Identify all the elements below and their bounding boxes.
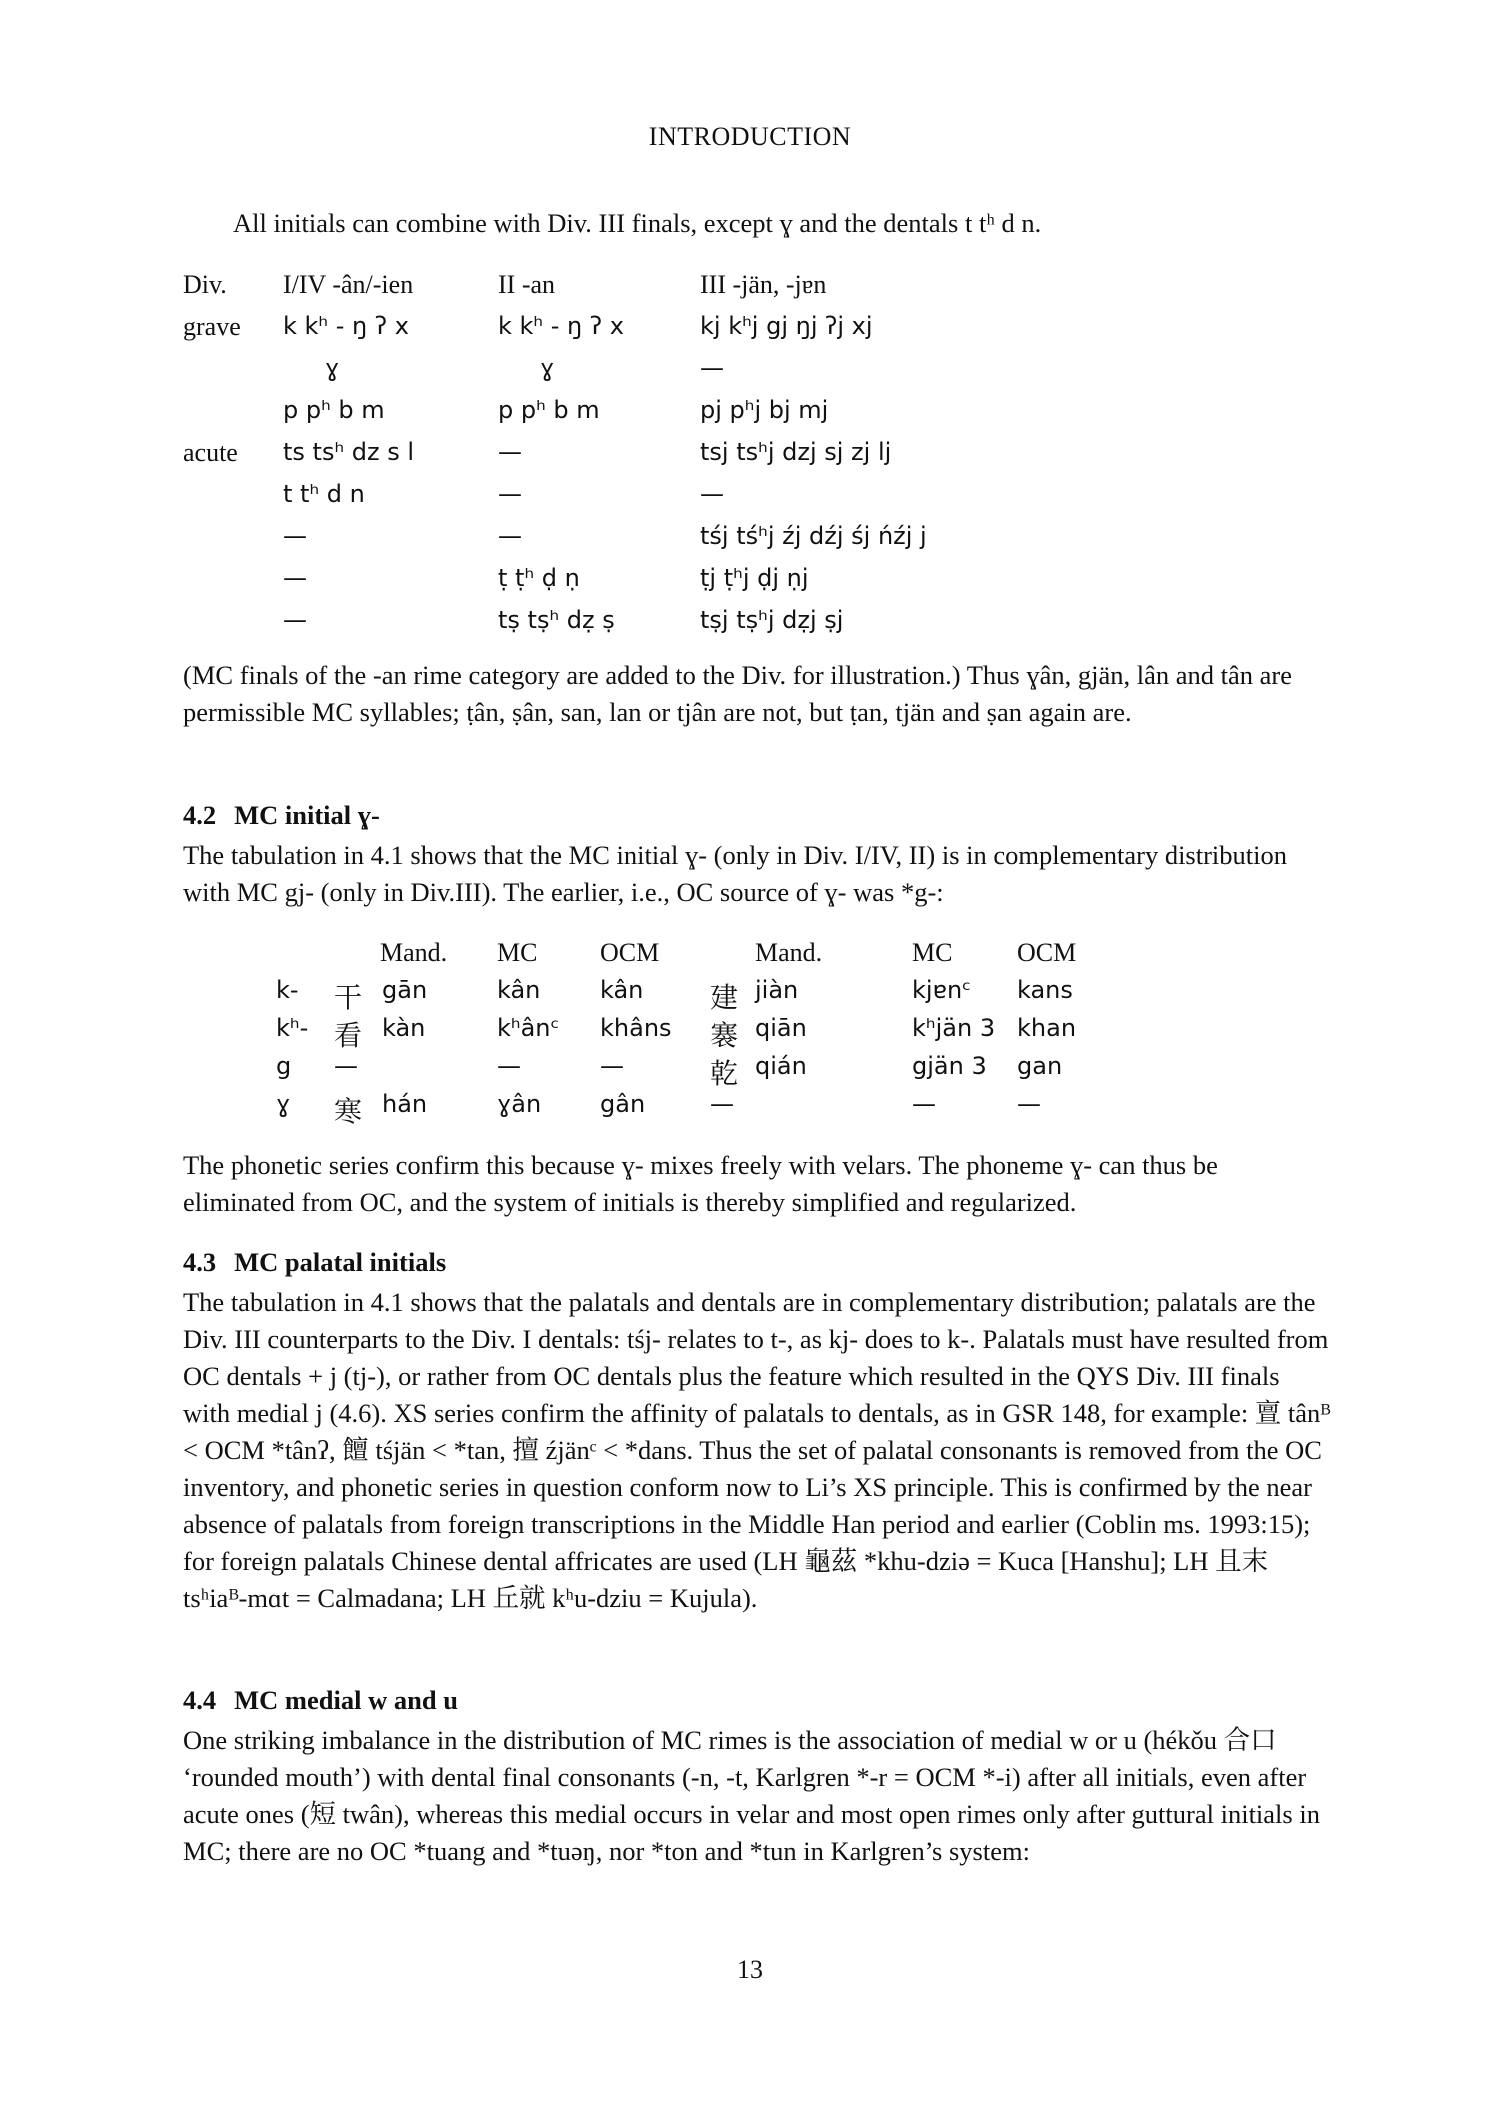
section-4-3-body: The tabulation in 4.1 shows that the palatals and dentals are in complementary distribution; palatals are the Div. III counterparts to the Div. I dentals: tśj- relates to t-, as kj- does to k-. Palatals must have resulted from OC dentals + j (tj-), or rather from OC dentals plus the feature which resulted in the QYS Div. III finals with medial j (4.6). XS series confirm the affinity of palatals to dentals, as in GSR 148, for example: 亶 tânᴮ < OCM *tânʔ, 饘 tśjän < *tan, 擅 źjänᶜ < *dans. Thus the set of palatal consonants is removed from the OC inventory, and phonetic series in question conform now to Li’s XS principle. This is confirmed by the near absence of palatals from foreign transcriptions in the Middle Han period and earlier (Coblin ms. 1993:15); for foreign palatals Chinese dental affricates are used (LH 龜茲 *khu-dziə = Kuca [Hanshu]; LH 且末 tsʰiaᴮ-mɑt = Calmadana; LH 丘就 kʰu-dziu = Kujula). xyxy=(183,1287,1331,1613)
table-cell: ts tsʰ dz s l xyxy=(283,438,415,466)
paragraph-finals: (MC finals of the -an rime category are added to the Div. for illustration.) Thus ɣân, gjän, lân and tân are permissible MC syllables; ṭân, ṣân, san, lan or tjân are not, but ṭan, tjän and ṣan again are. xyxy=(183,660,1292,727)
table-cell: — xyxy=(497,1052,521,1080)
table-cell: 褰 xyxy=(710,1019,739,1052)
table-header-cell: Mand. xyxy=(755,938,823,967)
table-cell: kân xyxy=(600,976,644,1004)
table-cell: gjän 3 xyxy=(912,1052,987,1080)
table-cell: kans xyxy=(1017,976,1073,1004)
table-cell: — xyxy=(498,522,522,550)
table-cell: hán xyxy=(382,1090,428,1118)
section-heading-4-3 xyxy=(183,1247,446,1278)
table-cell: — xyxy=(912,1090,936,1118)
table-cell: 干 xyxy=(334,981,363,1014)
table-cell: tsj tsʰj dzj sj zj lj xyxy=(700,438,892,466)
table-cell: ɣ xyxy=(276,1090,291,1118)
table-cell: kʰânᶜ xyxy=(497,1014,560,1042)
section-title: MC medial w and u xyxy=(234,1685,458,1715)
table-cell: k- xyxy=(276,976,299,1004)
table-header-cell: OCM xyxy=(1017,938,1077,967)
table-cell: kàn xyxy=(382,1014,426,1042)
intro-line: All initials can combine with Div. III finals, except ɣ and the dentals t tʰ d n. xyxy=(233,208,1042,238)
table-cell: kân xyxy=(497,976,541,1004)
table-cell: p pʰ b m xyxy=(498,396,600,424)
table-cell: ɣ xyxy=(540,354,555,382)
table-cell: — xyxy=(600,1052,624,1080)
table-cell: — xyxy=(283,522,307,550)
table-cell: — xyxy=(283,606,307,634)
table-cell: gān xyxy=(382,976,428,1004)
section-heading-4-2 xyxy=(183,800,380,831)
table-cell: — xyxy=(700,480,724,508)
table-cell: ṭ ṭʰ ḍ ṇ xyxy=(498,564,580,592)
table-cell: — xyxy=(283,564,307,592)
page-number: 13 xyxy=(737,1955,763,1984)
table-cell: — xyxy=(334,1052,358,1080)
table-cell: t tʰ d n xyxy=(283,480,365,508)
section-number: 4.4 xyxy=(183,1685,217,1715)
table-cell: g xyxy=(276,1052,292,1080)
table-cell: kjɐnᶜ xyxy=(912,976,972,1004)
section-4-2-body: The tabulation in 4.1 shows that the MC initial ɣ- (only in Div. I/IV, II) is in complementary distribution with MC gj- (only in Div.III). The earlier, i.e., OC source of ɣ- was *g-: xyxy=(183,840,1288,907)
table-cell: gân xyxy=(600,1090,646,1118)
table-cell: tṣ tṣʰ dẓ ṣ xyxy=(498,606,615,634)
table-cell: khâns xyxy=(600,1014,672,1042)
table-cell: pj pʰj bj mj xyxy=(700,396,829,424)
section-title: MC initial ɣ- xyxy=(234,800,380,830)
table-cell: k kʰ - ŋ ʔ x xyxy=(498,312,624,340)
running-head: INTRODUCTION xyxy=(648,122,852,151)
table-cell: kʰjän 3 xyxy=(912,1014,996,1042)
table-cell: jiàn xyxy=(755,976,799,1004)
table-header-cell: MC xyxy=(912,938,953,967)
table-header-cell: Div. xyxy=(183,270,227,299)
table-cell: — xyxy=(700,354,724,382)
table-cell: — xyxy=(498,480,522,508)
table-cell: acute xyxy=(183,438,238,467)
table-cell: ṭj ṭʰj ḍj ṇj xyxy=(700,564,809,592)
table-cell: gan xyxy=(1017,1052,1063,1080)
table-cell: ɣân xyxy=(497,1090,542,1118)
section-number: 4.3 xyxy=(183,1247,217,1277)
table-cell: — xyxy=(498,438,522,466)
table-cell: grave xyxy=(183,312,241,341)
table-cell: — xyxy=(710,1090,734,1118)
table-cell: 寒 xyxy=(334,1095,363,1128)
table-header-cell: I/IV -ân/-ien xyxy=(283,270,414,299)
table-cell: — xyxy=(1017,1090,1041,1118)
table-cell: khan xyxy=(1017,1014,1077,1042)
table-cell: ɣ xyxy=(325,354,340,382)
table-cell: qiān xyxy=(755,1014,807,1042)
table-header-cell: II -an xyxy=(498,270,556,299)
table-cell: k kʰ - ŋ ʔ x xyxy=(283,312,409,340)
table-cell: kj kʰj gj ŋj ʔj xj xyxy=(700,312,873,340)
table-cell: 乾 xyxy=(710,1057,739,1090)
table-cell: 看 xyxy=(334,1019,363,1052)
table-cell: 建 xyxy=(710,981,739,1014)
table-cell: qián xyxy=(755,1052,807,1080)
section-heading-4-4 xyxy=(183,1685,458,1716)
section-title: MC palatal initials xyxy=(234,1247,447,1277)
section-4-2-after: The phonetic series confirm this because ɣ- mixes freely with velars. The phoneme ɣ- can thus be eliminated from OC, and the system of initials is thereby simplified and regularized. xyxy=(183,1150,1218,1217)
table-cell: kʰ- xyxy=(276,1014,309,1042)
table-cell: tṣj tṣʰj dẓj ṣj xyxy=(700,606,844,634)
table-cell: p pʰ b m xyxy=(283,396,385,424)
table-header-cell: Mand. xyxy=(380,938,448,967)
section-4-4-body: One striking imbalance in the distribution of MC rimes is the association of medial w or u (hékǒu 合口 ‘rounded mouth’) with dental final consonants (-n, -t, Karlgren *-r = OCM *-i) after all initials, even after acute ones (短 twân), whereas this medial occurs in velar and most open rimes only after guttural initials in MC; there are no OC *tuang and *tuəŋ, nor *ton and *tun in Karlgren’s system: xyxy=(183,1725,1320,1866)
table-cell: tśj tśʰj źj dźj śj ńźj j xyxy=(700,522,927,550)
section-number: 4.2 xyxy=(183,800,217,830)
table-header-cell: MC xyxy=(497,938,538,967)
table-header-cell: OCM xyxy=(600,938,660,967)
table-header-cell: III -jän, -jɐn xyxy=(700,270,827,299)
